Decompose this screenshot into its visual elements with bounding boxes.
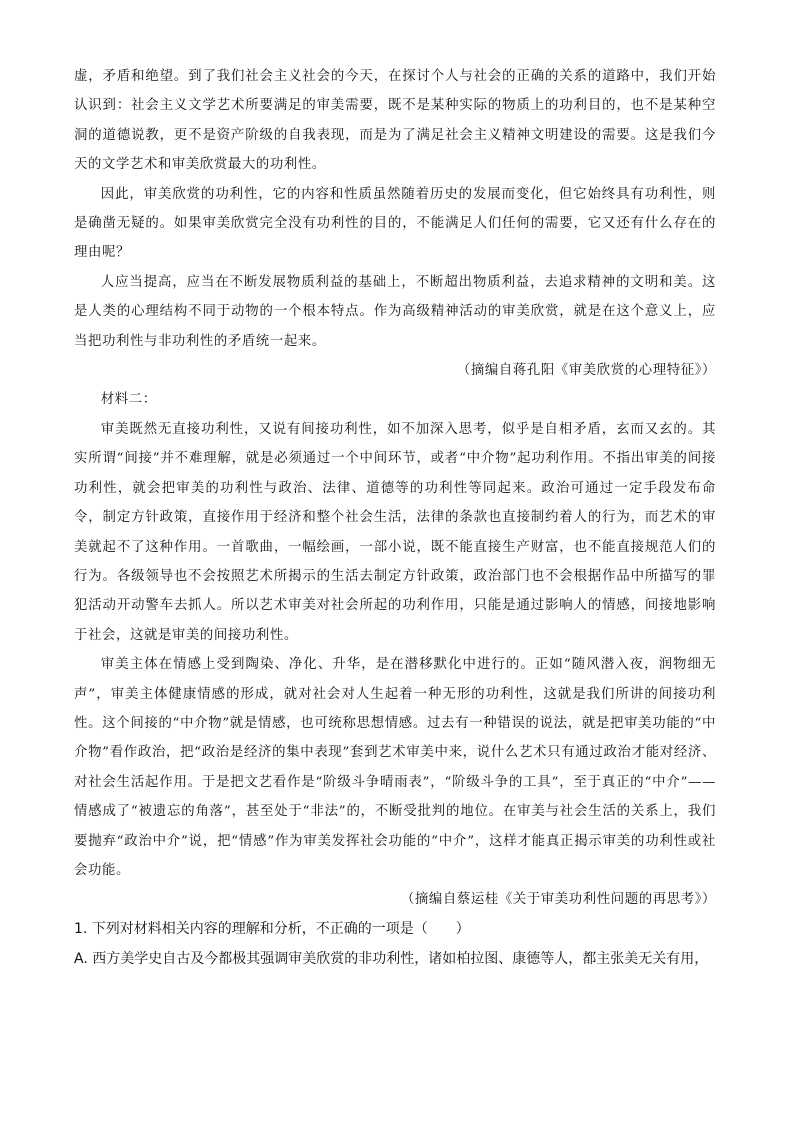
question-1-option-a: A. 西方美学史自古及今都极其强调审美欣赏的非功利性，诸如柏拉图、康德等人，都主张美无关有用， bbox=[74, 951, 709, 968]
question-1-stem: 1. 下列对材料相关内容的理解和分析，不正确的一项是（ ） bbox=[74, 920, 470, 937]
material2-paragraph-2: 审美主体在情感上受到陶染、净化、升华，是在潜移默化中进行的。正如“随风潜入夜，润物细无声”，审美主体健康情感的形成，就对社会对人生起着一种无形的功利性，这就是我们所讲的间接功利性。这个间接的“中介物”就是情感，也可统称思想情感。过去有一种错误的说法，就是把审美功能的“中介物”看作政治，把“政治是经济的集中表现”套到艺术审美中来，说什么艺术只有通过政治才能对经济、对社会生活起作用。于是把文艺看作是“阶级斗争晴雨表”，“阶级斗争的工具”，至于真正的“中介”——情感成了“被遗忘的角落”，甚至处于“非法”的，不断受批判的地位。在审美与社会生活的关系上，我们要抛弃“政治中介”说，把“情感”作为审美发挥社会功能的“中介”，这样才能真正揭示审美的功利性或社会功能。 bbox=[74, 657, 716, 878]
material1-source: （摘编自蒋孔阳《审美欣赏的心理特征》） bbox=[456, 363, 716, 379]
material2-source: （摘编自蔡运桂《关于审美功利性问题的再思考》） bbox=[400, 892, 716, 908]
material2-label: 材料二： bbox=[100, 392, 157, 408]
material1-paragraph-3: 人应当提高，应当在不断发展物质利益的基础上，不断超出物质利益，去追求精神的文明和美。这是人类的心理结构不同于动物的一个根本特点。作为高级精神活动的审美欣赏，就是在这个意义上，应当把功利性与非功利性的矛盾统一起来。 bbox=[74, 274, 716, 349]
material1-paragraph-2: 因此，审美欣赏的功利性，它的内容和性质虽然随着历史的发展而变化，但它始终具有功利性，则是确凿无疑的。如果审美欣赏完全没有功利性的目的，不能满足人们任何的需要，它又还有什么存在的理由呢？ bbox=[74, 186, 716, 261]
document-page bbox=[74, 62, 716, 975]
material2-paragraph-1: 审美既然无直接功利性，又说有间接功利性，如不加深入思考，似乎是自相矛盾，玄而又玄的。其实所谓“间接”并不难理解，就是必须通过一个中间环节，或者“中介物”起功利作用。不指出审美的间接功利性，就会把审美的功利性与政治、法律、道德等的功利性等同起来。政治可通过一定手段发布命令，制定方针政策，直接作用于经济和整个社会生活，法律的条款也直接制约着人的行为，而艺术的审美就起不了这种作用。一首歌曲，一幅绘画，一部小说，既不能直接生产财富，也不能直接规范人们的行为。各级领导也不会按照艺术所揭示的生活去制定方针政策，政治部门也不会根据作品中所描写的罪犯活动开动警车去抓人。所以艺术审美对社会所起的功利作用，只能是通过影响人的情感，间接地影响于社会，这就是审美的间接功利性。 bbox=[74, 421, 716, 643]
material1-paragraph-1: 虚，矛盾和绝望。到了我们社会主义社会的今天，在探讨个人与社会的正确的关系的道路中，我们开始认识到：社会主义文学艺术所要满足的审美需要，既不是某种实际的物质上的功利目的，也不是某种空洞的道德说教，更不是资产阶级的自我表现，而是为了满足社会主义精神文明建设的需要。这是我们今天的文学艺术和审美欣赏最大的功利性。 bbox=[74, 69, 716, 173]
